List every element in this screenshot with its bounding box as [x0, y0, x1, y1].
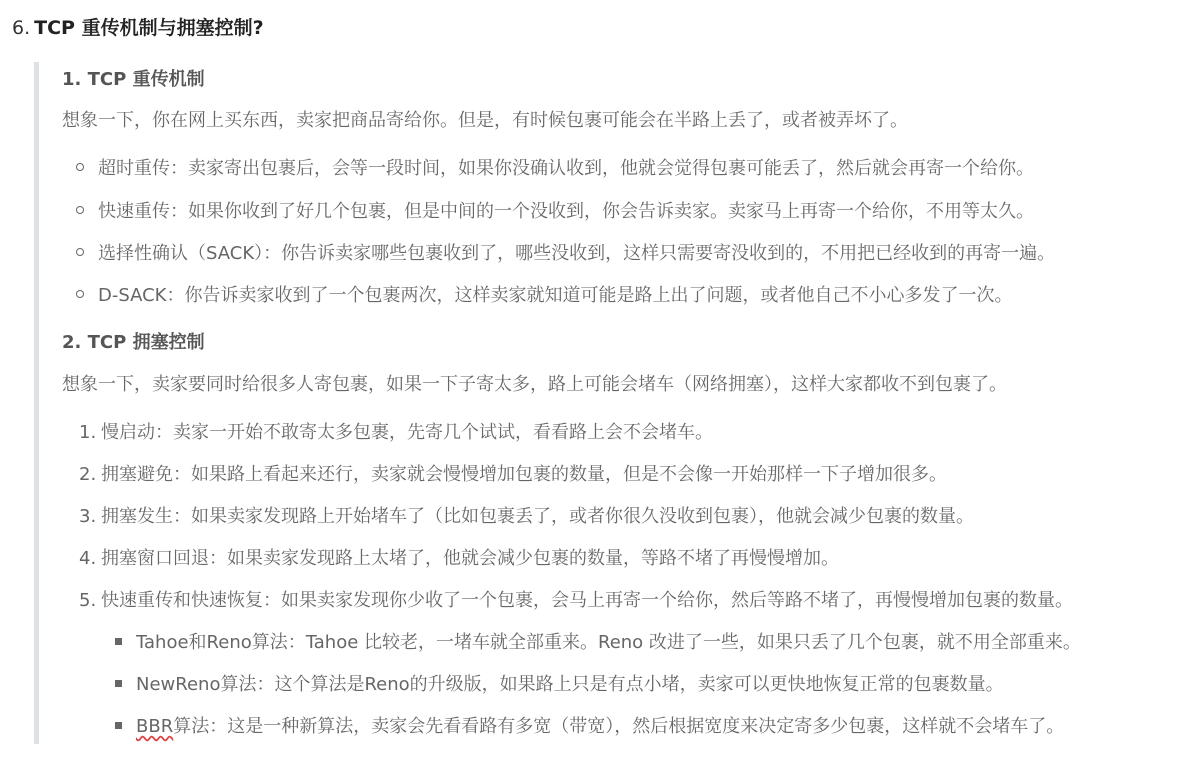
list-item-text: 选择性确认（SACK）：你告诉卖家哪些包裹收到了，哪些没收到，这样只需要寄没收到的，不用把已经收到的再寄一遍。 — [98, 243, 1056, 264]
circle-bullet-icon — [76, 290, 84, 298]
square-bullet-icon — [115, 638, 122, 645]
sub-list-item-text: NewReno算法：这个算法是Reno的升级版，如果路上只是有点小堵，卖家可以更快地恢复正常的包裹数量。 — [136, 674, 1004, 695]
list-item — [76, 240, 1055, 268]
list-number: 5. — [79, 590, 97, 611]
list-number: 4. — [79, 548, 97, 569]
list-item-text: D-SACK：你告诉卖家收到了一个包裹两次，这样卖家就知道可能是路上出了问题，或者他自己不小心多发了一次。 — [98, 285, 1013, 306]
sub-list-item — [115, 671, 1004, 699]
ordered-list-item — [79, 587, 1073, 615]
list-item-text: 拥塞避免：如果路上看起来还行，卖家就会慢慢增加包裹的数量，但是不会像一开始那样一下子增加很多。 — [101, 464, 947, 485]
ordered-list-item — [79, 503, 974, 531]
question-number: 6. — [12, 17, 31, 39]
circle-bullet-icon — [76, 206, 84, 214]
spellcheck-word: BBR — [136, 716, 174, 737]
ordered-list-item — [79, 419, 713, 447]
section2-heading: 2. TCP 拥塞控制 — [62, 332, 205, 353]
list-item-text: 慢启动：卖家一开始不敢寄太多包裹，先寄几个试试，看看路上会不会堵车。 — [101, 422, 713, 443]
list-item-text: 快速重传和快速恢复：如果卖家发现你少收了一个包裹，会马上再寄一个给你，然后等路不堵了，再慢慢增加包裹的数量。 — [101, 590, 1073, 611]
question-title — [12, 14, 264, 42]
circle-bullet-icon — [76, 248, 84, 256]
section2-intro: 想象一下，卖家要同时给很多人寄包裹，如果一下子寄太多，路上可能会堵车（网络拥塞），这样大家都收不到包裹了。 — [62, 374, 1007, 395]
list-number: 1. — [79, 422, 97, 443]
section1-heading: 1. TCP 重传机制 — [62, 69, 205, 90]
circle-bullet-icon — [76, 163, 84, 171]
sub-list-item — [115, 629, 1081, 657]
list-number: 2. — [79, 464, 97, 485]
list-item-text: 拥塞发生：如果卖家发现路上开始堵车了（比如包裹丢了，或者你很久没收到包裹），他就会减少包裹的数量。 — [101, 506, 974, 527]
sub-list-item-text: 算法：这是一种新算法，卖家会先看看路有多宽（带宽），然后根据宽度来决定寄多少包裹，这样就不会堵车了。 — [173, 716, 1065, 737]
list-number: 3. — [79, 506, 97, 527]
blockquote — [34, 62, 1185, 744]
list-item-text: 快速重传：如果你收到了好几个包裹，但是中间的一个没收到，你会告诉卖家。卖家马上再寄一个给你，不用等太久。 — [98, 201, 1034, 222]
ordered-list-item — [79, 461, 947, 489]
sub-list-item-text: Tahoe和Reno算法：Tahoe 比较老，一堵车就全部重来。Reno 改进了一些，如果只丢了几个包裹，就不用全部重来。 — [136, 632, 1081, 653]
list-item — [76, 155, 1034, 183]
list-item — [76, 198, 1034, 226]
ordered-list-item — [79, 545, 839, 573]
section1-intro: 想象一下，你在网上买东西，卖家把商品寄给你。但是，有时候包裹可能会在半路上丢了，或者被弄坏了。 — [62, 110, 908, 131]
list-item — [76, 282, 1012, 310]
list-item-text: 拥塞窗口回退：如果卖家发现路上太堵了，他就会减少包裹的数量，等路不堵了再慢慢增加。 — [101, 548, 839, 569]
list-item-text: 超时重传：卖家寄出包裹后，会等一段时间，如果你没确认收到，他就会觉得包裹可能丢了，然后就会再寄一个给你。 — [98, 158, 1034, 179]
sub-list-item — [115, 713, 1064, 741]
question-title-text: TCP 重传机制与拥塞控制? — [34, 17, 264, 39]
square-bullet-icon — [115, 680, 122, 687]
square-bullet-icon — [115, 722, 122, 729]
